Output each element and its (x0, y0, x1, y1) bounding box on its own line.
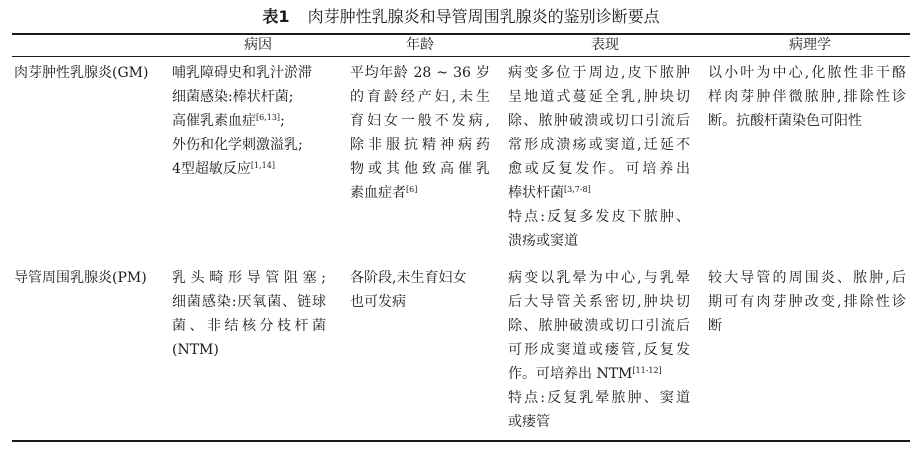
citation-ref: [6] (406, 185, 418, 194)
row-gm-pathology (708, 61, 906, 133)
cell-line-text: 愈或反复发作。可培养出 (508, 161, 690, 177)
cell-line-text: 病变多位于周边,皮下脓肿 (508, 65, 690, 81)
cell-line-suffix: ; (280, 113, 285, 129)
cell-line-text: 外伤和化学刺激溢乳; (172, 137, 303, 153)
row-pm-age (350, 266, 490, 314)
header-pathology: 病理学 (789, 37, 831, 53)
cell-line-text: 素血症者 (350, 185, 406, 201)
table-title: 肉芽肿性乳腺炎和导管周围乳腺炎的鉴别诊断要点 (307, 7, 660, 26)
cell-line-text: 的育龄经产妇,未生 (350, 89, 490, 105)
cell-line (508, 181, 690, 205)
cell-line-text: 以小叶为中心,化脓性非干酪 (708, 65, 906, 81)
cell-line (508, 314, 690, 338)
cell-line (508, 157, 690, 181)
cell-line-text: 特点:反复多发皮下脓肿、 (508, 209, 690, 225)
cell-line-text: 平均年龄 28 ~ 36 岁 (350, 65, 490, 81)
cell-line-text: 可形成窦道或瘘管,反复发 (508, 342, 690, 358)
row-gm-presentation (508, 61, 690, 253)
cell-line (508, 266, 690, 290)
row-pm-presentation (508, 266, 690, 434)
cell-line-text: 断。抗酸杆菌染色可阳性 (708, 113, 862, 129)
cell-line-text: 哺乳障碍史和乳汁淤滞 (172, 65, 312, 81)
cell-line (172, 290, 326, 314)
cell-line (172, 61, 340, 85)
cell-line-text: 除、脓肿破溃或切口引流后 (508, 113, 690, 129)
cell-line (350, 266, 490, 290)
cell-line (508, 205, 690, 229)
row-gm-cause (172, 61, 340, 181)
row-pm-name: 导管周围乳腺炎(PM) (14, 270, 147, 286)
cell-line-text: 期可有肉芽肿改变,排除性诊 (708, 294, 906, 310)
cell-line (172, 314, 326, 338)
cell-line (508, 410, 690, 434)
citation-ref: [1,14] (250, 161, 275, 170)
cell-line-text: 细菌感染:棒状杆菌; (172, 89, 294, 105)
row-gm-name: 肉芽肿性乳腺炎(GM) (14, 65, 149, 81)
cell-line-text: 呈地道式蔓延全乳,肿块切 (508, 89, 690, 105)
citation-ref: [3,7-8] (564, 185, 591, 194)
cell-line (172, 133, 340, 157)
header-rule (12, 56, 910, 57)
cell-line (508, 85, 690, 109)
cell-line-text: 细菌感染:厌氧菌、链球 (172, 294, 326, 310)
cell-line (508, 61, 690, 85)
cell-line-text: 常形成溃疡或窦道,迁延不 (508, 137, 690, 153)
cell-line (350, 61, 490, 85)
cell-line (350, 133, 490, 157)
cell-line (172, 109, 340, 133)
cell-line-text: 除非服抗精神病药 (350, 137, 490, 153)
cell-line (708, 290, 906, 314)
cell-line (508, 229, 690, 253)
cell-line (708, 266, 906, 290)
cell-line-text: 作。可培养出 NTM (508, 366, 633, 382)
cell-line (350, 157, 490, 181)
cell-line-text: 断 (708, 318, 722, 334)
bottom-rule (12, 440, 910, 442)
cell-line-text: (NTM) (172, 342, 219, 358)
cell-line (708, 314, 906, 338)
header-age: 年龄 (406, 37, 434, 53)
citation-ref: [6,13] (256, 113, 281, 122)
cell-line-text: 病变以乳晕为中心,与乳晕 (508, 270, 690, 286)
cell-line-text: 较大导管的周围炎、脓肿,后 (708, 270, 906, 286)
cell-line-text: 4型超敏反应 (172, 161, 251, 177)
cell-line-text: 菌、非结核分枝杆菌 (172, 318, 326, 334)
cell-line-text: 棒状杆菌 (508, 185, 564, 201)
cell-line-text: 或瘘管 (508, 414, 550, 430)
cell-line-text: 样肉芽肿伴微脓肿,排除性诊 (708, 89, 906, 105)
cell-line (172, 266, 326, 290)
row-pm-pathology (708, 266, 906, 338)
cell-line-text: 溃疡或窦道 (508, 233, 578, 249)
cell-line (350, 290, 490, 314)
cell-line (708, 61, 906, 85)
cell-line-text: 除、脓肿破溃或切口引流后 (508, 318, 690, 334)
cell-line (350, 181, 490, 205)
row-gm-age (350, 61, 490, 205)
cell-line (172, 338, 326, 362)
cell-line (172, 157, 340, 181)
cell-line (508, 109, 690, 133)
cell-line-text: 后大导管关系密切,肿块切 (508, 294, 690, 310)
cell-line-text: 乳头畸形导管阻塞; (172, 270, 326, 286)
row-pm-cause (172, 266, 326, 362)
cell-line-text: 特点:反复乳晕脓肿、窦道 (508, 390, 690, 406)
header-cause: 病因 (244, 37, 272, 53)
cell-line-text: 育妇女一般不发病, (350, 113, 490, 129)
cell-line (350, 85, 490, 109)
cell-line (708, 85, 906, 109)
table-caption (0, 6, 922, 28)
cell-line (508, 386, 690, 410)
cell-line (708, 109, 906, 133)
cell-line-text: 也可发病 (350, 294, 406, 310)
cell-line-text: 高催乳素血症 (172, 113, 256, 129)
cell-line (508, 133, 690, 157)
cell-line (508, 290, 690, 314)
cell-line (172, 85, 340, 109)
cell-line-text: 物或其他致高催乳 (350, 161, 490, 177)
cell-line (350, 109, 490, 133)
table-number: 表1 (262, 7, 290, 26)
header-presentation: 表现 (591, 37, 619, 53)
citation-ref: [11-12] (632, 366, 662, 375)
cell-line (508, 338, 690, 362)
cell-line-text: 各阶段,未生育妇女 (350, 270, 467, 286)
cell-line (508, 362, 690, 386)
